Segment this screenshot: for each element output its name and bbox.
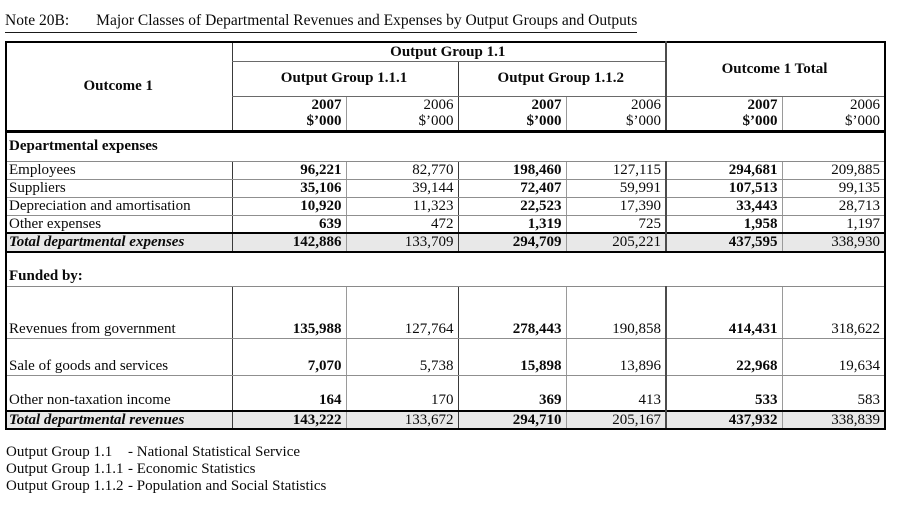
table-row-other-non-taxation — [6, 376, 885, 411]
unit-label: $’000 — [845, 113, 880, 129]
footnote-line — [6, 461, 900, 478]
footnote-desc: - Economic Statistics — [128, 461, 256, 477]
header-row-groups — [6, 42, 885, 61]
value-cell: 1,197 — [782, 215, 885, 233]
value-cell: 533 — [666, 376, 782, 411]
note-title-text: Major Classes of Departmental Revenues and Expenses by Output Groups and Outputs — [96, 12, 638, 29]
footnotes — [6, 444, 900, 495]
value-cell: 294,709 — [458, 233, 566, 252]
value-cell: 725 — [566, 215, 666, 233]
table-row-sale-of-goods — [6, 339, 885, 376]
value-cell: 135,988 — [232, 287, 346, 339]
value-cell: 205,167 — [566, 411, 666, 430]
value-cell: 190,858 — [566, 287, 666, 339]
value-cell: 437,932 — [666, 411, 782, 430]
footnote-label: Output Group 1.1.1 — [6, 461, 124, 477]
value-cell: 33,443 — [666, 197, 782, 215]
value-cell: 413 — [566, 376, 666, 411]
value-cell: 5,738 — [346, 339, 458, 376]
value-cell: 11,323 — [346, 197, 458, 215]
value-cell: 133,672 — [346, 411, 458, 430]
value-cell: 22,523 — [458, 197, 566, 215]
note-number: Note 20B: — [5, 12, 70, 29]
header-output-group-1-1-2: Output Group 1.1.2 — [458, 61, 666, 96]
value-cell: 294,681 — [666, 161, 782, 179]
financial-table — [5, 41, 886, 430]
note-title-underline — [5, 12, 637, 33]
value-cell: 72,407 — [458, 179, 566, 197]
unit-label: $’000 — [742, 113, 778, 129]
section-heading-funded-by — [6, 266, 885, 287]
value-cell: 369 — [458, 376, 566, 411]
table-row-employees — [6, 161, 885, 179]
footnote-desc: - Population and Social Statistics — [128, 478, 327, 494]
value-cell: 22,968 — [666, 339, 782, 376]
unit-label: $’000 — [626, 113, 661, 129]
value-cell: 35,106 — [232, 179, 346, 197]
value-cell: 99,135 — [782, 179, 885, 197]
header-output-group-1-1: Output Group 1.1 — [232, 42, 666, 61]
value-cell: 142,886 — [232, 233, 346, 252]
value-cell: 28,713 — [782, 197, 885, 215]
total-row-revenues — [6, 411, 885, 430]
year-header-111-2007 — [232, 96, 346, 131]
total-row-label: Total departmental revenues — [6, 411, 232, 430]
value-cell: 209,885 — [782, 161, 885, 179]
value-cell: 198,460 — [458, 161, 566, 179]
footnote-label: Output Group 1.1.2 — [6, 478, 124, 494]
row-label: Suppliers — [6, 179, 232, 197]
row-label: Other non-taxation income — [6, 376, 232, 411]
value-cell: 639 — [232, 215, 346, 233]
header-outcome-1-total: Outcome 1 Total — [666, 42, 885, 96]
value-cell: 82,770 — [346, 161, 458, 179]
year-header-111-2006 — [346, 96, 458, 131]
year-header-total-2007 — [666, 96, 782, 131]
year-header-112-2007 — [458, 96, 566, 131]
year-label: 2006 — [423, 97, 454, 113]
unit-label: $’000 — [526, 113, 562, 129]
total-row-label: Total departmental expenses — [6, 233, 232, 252]
section-heading-expenses — [6, 131, 885, 161]
value-cell: 127,764 — [346, 287, 458, 339]
value-cell: 1,958 — [666, 215, 782, 233]
value-cell: 170 — [346, 376, 458, 411]
row-label: Employees — [6, 161, 232, 179]
table-row-suppliers — [6, 179, 885, 197]
value-cell: 7,070 — [232, 339, 346, 376]
value-cell: 39,144 — [346, 179, 458, 197]
year-header-total-2006 — [782, 96, 885, 131]
value-cell: 437,595 — [666, 233, 782, 252]
year-label: 2006 — [850, 97, 880, 113]
value-cell: 133,709 — [346, 233, 458, 252]
value-cell: 338,839 — [782, 411, 885, 430]
value-cell: 205,221 — [566, 233, 666, 252]
value-cell: 338,930 — [782, 233, 885, 252]
footnote-line — [6, 478, 900, 495]
value-cell: 10,920 — [232, 197, 346, 215]
table-row-revenues-from-government — [6, 287, 885, 339]
value-cell: 1,319 — [458, 215, 566, 233]
row-label: Other expenses — [6, 215, 232, 233]
footnote-line — [6, 444, 900, 461]
value-cell: 13,896 — [566, 339, 666, 376]
value-cell: 143,222 — [232, 411, 346, 430]
value-cell: 15,898 — [458, 339, 566, 376]
header-output-group-1-1-1: Output Group 1.1.1 — [232, 61, 458, 96]
header-outcome-1: Outcome 1 — [6, 42, 232, 131]
year-label: 2007 — [311, 97, 342, 113]
year-label: 2007 — [747, 97, 778, 113]
total-row-expenses — [6, 233, 885, 252]
row-label: Sale of goods and services — [6, 339, 232, 376]
table-row-other-expenses — [6, 215, 885, 233]
value-cell: 583 — [782, 376, 885, 411]
value-cell: 472 — [346, 215, 458, 233]
footnote-desc: - National Statistical Service — [128, 444, 301, 460]
unit-label: $’000 — [418, 113, 454, 129]
value-cell: 17,390 — [566, 197, 666, 215]
value-cell: 96,221 — [232, 161, 346, 179]
year-label: 2007 — [531, 97, 562, 113]
unit-label: $’000 — [306, 113, 342, 129]
footnote-label: Output Group 1.1 — [6, 444, 113, 460]
value-cell: 59,991 — [566, 179, 666, 197]
row-label: Depreciation and amortisation — [6, 197, 232, 215]
value-cell: 414,431 — [666, 287, 782, 339]
value-cell: 294,710 — [458, 411, 566, 430]
row-label: Revenues from government — [6, 287, 232, 339]
value-cell: 164 — [232, 376, 346, 411]
spacer-row — [6, 252, 885, 266]
value-cell: 127,115 — [566, 161, 666, 179]
section-heading-label: Departmental expenses — [6, 131, 885, 161]
note-title — [0, 0, 900, 33]
table-row-depreciation — [6, 197, 885, 215]
value-cell: 19,634 — [782, 339, 885, 376]
year-header-112-2006 — [566, 96, 666, 131]
value-cell: 318,622 — [782, 287, 885, 339]
value-cell: 107,513 — [666, 179, 782, 197]
section-heading-label: Funded by: — [6, 266, 885, 287]
value-cell: 278,443 — [458, 287, 566, 339]
year-label: 2006 — [631, 97, 661, 113]
